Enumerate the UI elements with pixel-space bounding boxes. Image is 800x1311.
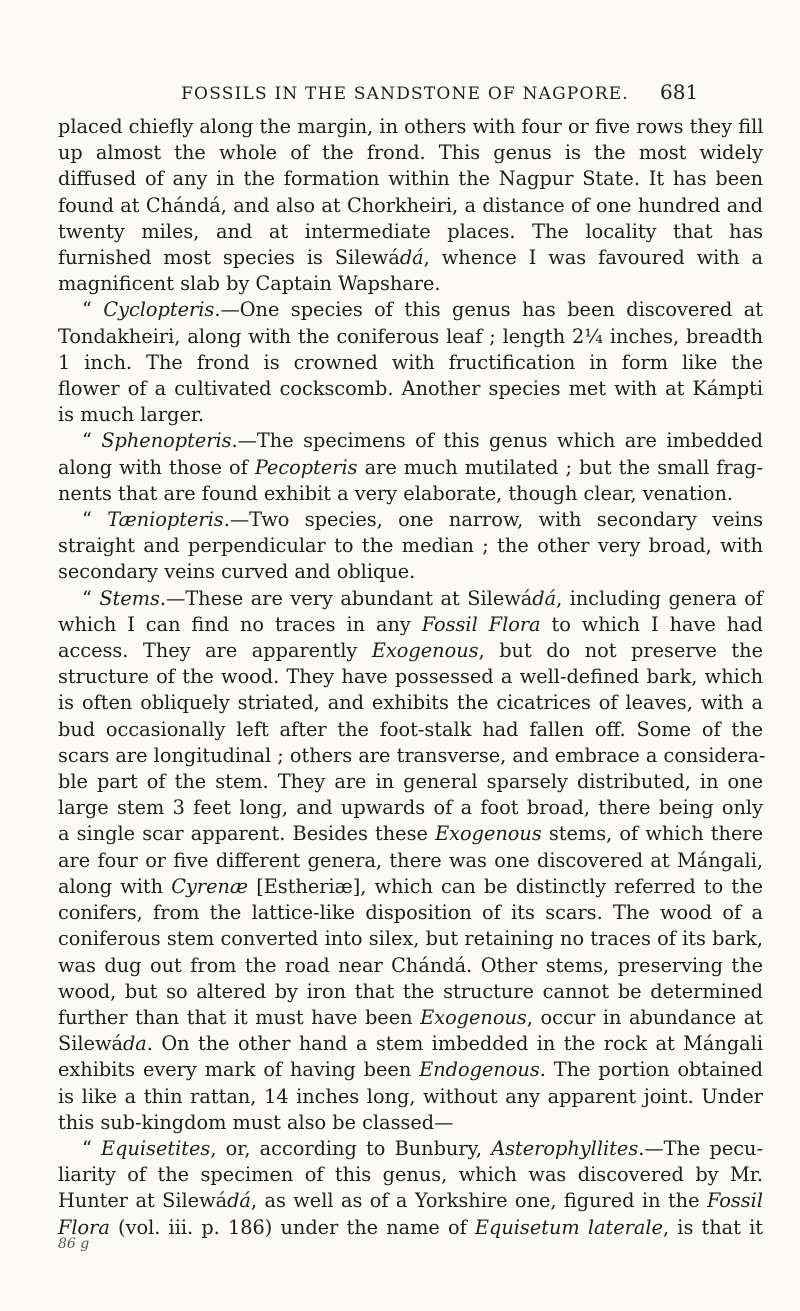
text: furnished most species is Silewá — [58, 246, 400, 270]
text: to which I have had — [540, 612, 763, 636]
text-line: twenty miles, and at intermediate places. The locality that has — [58, 219, 763, 243]
italic-text: da — [122, 1032, 147, 1056]
text-line: this sub-kingdom must also be classed— — [58, 1110, 454, 1134]
open-quote: “ — [82, 1136, 102, 1160]
text: , as well as of a Yorkshire one, figured in the — [250, 1189, 707, 1213]
text-line: 1 inch. The frond is crowned with fructification in form like the — [58, 350, 763, 374]
text-line — [58, 821, 763, 847]
text: Silewá — [58, 1032, 123, 1056]
text: .—The pecu- — [638, 1136, 763, 1160]
genus-name: Tæniopteris — [107, 508, 224, 532]
body-text — [58, 114, 766, 1241]
italic-text: Fossil Flora — [421, 612, 541, 636]
text-line: nents that are found exhibit a very elaborate, though clear, venation. — [58, 481, 734, 505]
italic-text: Endogenous — [419, 1058, 540, 1082]
italic-text: Cyrenæ — [171, 874, 249, 898]
text-line: Tondakheiri, along with the coniferous leaf ; length 2¼ inches, breadth — [58, 324, 763, 348]
text: . On the other hand a stem imbedded in the rock at Mángali — [146, 1032, 763, 1056]
text-line — [58, 638, 763, 664]
text: , including genera of — [556, 586, 763, 610]
text-line: bud occasionally left after the foot-stalk had fallen off. Some of the — [58, 717, 763, 741]
italic-text: dá — [227, 1189, 251, 1213]
running-header: FOSSILS IN THE SANDSTONE OF NAGPORE. — [181, 84, 629, 104]
text-line: ble part of the stem. They are in general sparsely distributed, in one — [58, 770, 763, 794]
text-line: liarity of the specimen of this genus, which was discovered by Mr. — [58, 1163, 763, 1187]
text-line: large stem 3 feet long, and upwards of a foot broad, there being only — [58, 796, 763, 820]
text: .—The specimens of this genus which are imbedded — [231, 429, 763, 453]
text-line: is much larger. — [58, 403, 205, 427]
text: Hunter at Silewá — [58, 1189, 228, 1213]
text: .—One species of this genus has been discovered at — [214, 298, 763, 322]
open-quote: “ — [82, 586, 100, 610]
genus-name: Equisetites — [101, 1136, 211, 1160]
text-line: magnificent slab by Captain Wapshare. — [58, 272, 441, 296]
paragraph-sphenopteris — [58, 428, 763, 454]
text-line: diffused of any in the formation within the Nagpur State. It has been — [58, 167, 763, 191]
open-quote: “ — [82, 298, 104, 322]
text-line — [58, 1188, 763, 1214]
italic-text: Exogenous — [420, 1005, 527, 1029]
text: , occur in abundance at — [526, 1005, 764, 1029]
paragraph-cyclopteris — [58, 297, 763, 323]
text-line: flower of a cultivated cockscomb. Another species met with at Kámpti — [58, 377, 763, 401]
text: stems, of which there — [541, 822, 763, 846]
text-line: straight and perpendicular to the median ; the other very broad, with — [58, 534, 763, 558]
italic-text: Fossil — [706, 1189, 763, 1213]
text: . The portion obtained — [539, 1058, 763, 1082]
genus-name: Cyclopteris — [103, 298, 215, 322]
open-quote: “ — [82, 429, 102, 453]
text: which I can find no traces in any — [58, 612, 422, 636]
text: access. They are apparently — [58, 639, 372, 663]
text-line: secondary veins curved and oblique. — [58, 560, 416, 584]
text-line: is often obliquely striated, and exhibits the cicatrices of leaves, with a — [58, 691, 763, 715]
text: along with those of — [58, 455, 255, 479]
text-line: found at Chándá, and also at Chorkheiri, a distance of one hundred and — [58, 193, 763, 217]
text-line — [58, 455, 763, 481]
text-line — [58, 245, 763, 271]
text-line — [58, 1057, 763, 1083]
italic-text: dá — [399, 246, 424, 270]
text-line: are four or five different genera, there was one discovered at Mángali, — [58, 848, 763, 872]
text-line: up almost the whole of the frond. This genus is the most widely — [58, 141, 763, 165]
genus-name: Asterophyllites — [491, 1136, 639, 1160]
italic-text: Flora — [58, 1215, 110, 1239]
text: further than that it must have been — [58, 1005, 421, 1029]
page-number: 681 — [660, 80, 699, 104]
italic-text: Exogenous — [371, 639, 479, 663]
species-name: Equisetum laterale — [474, 1215, 663, 1239]
signature-mark: 86 g — [58, 1236, 90, 1252]
section-name: Stems — [99, 586, 160, 610]
genus-name: Sphenopteris — [101, 429, 232, 453]
paragraph-stems — [58, 586, 763, 612]
text-line: conifers, from the lattice-like disposition of its scars. The wood of a — [58, 901, 763, 925]
genus-name: Pecopteris — [254, 455, 358, 479]
text-line — [58, 612, 763, 638]
paragraph-taeniopteris — [58, 507, 763, 533]
text-line — [58, 1031, 763, 1057]
text: , or, according to Bunbury, — [210, 1136, 492, 1160]
italic-text: Exogenous — [435, 822, 542, 846]
text: .—Two species, one narrow, with secondary veins — [223, 508, 763, 532]
text-line: placed chiefly along the margin, in others with four or five rows they fill — [58, 115, 764, 138]
text: a single scar apparent. Besides these — [58, 822, 436, 846]
text: , is that it — [662, 1215, 764, 1239]
text-line: was dug out from the road near Chándá. Other stems, preserving the — [58, 953, 763, 977]
text-line: scars are longitudinal ; others are transverse, and embrace a considera- — [58, 743, 766, 767]
text: .—These are very abundant at Silewá — [159, 586, 533, 610]
text: along with — [58, 874, 172, 898]
paragraph-equisetites — [58, 1136, 763, 1162]
text-line: is like a thin rattan, 14 inches long, without any apparent joint. Under — [58, 1084, 763, 1108]
text: (vol. iii. p. 186) under the name of — [109, 1215, 475, 1239]
text-line — [58, 1005, 763, 1031]
text: [Estheriæ], which can be distinctly referred to the — [248, 874, 763, 898]
text: , but do not preserve the — [478, 639, 763, 663]
text: are much mutilated ; but the small frag- — [357, 455, 763, 479]
text-line — [58, 874, 763, 900]
text-line: wood, but so altered by iron that the structure cannot be determined — [58, 979, 763, 1003]
text-line: coniferous stem converted into silex, but retaining no traces of its bark, — [58, 927, 763, 951]
open-quote: “ — [82, 508, 108, 532]
text-line: structure of the wood. They have possessed a well-defined bark, which — [58, 665, 763, 689]
text-line — [58, 1215, 763, 1241]
text: , whence I was favoured with a — [423, 246, 763, 270]
italic-text: dá — [532, 586, 557, 610]
text: exhibits every mark of having been — [58, 1058, 420, 1082]
